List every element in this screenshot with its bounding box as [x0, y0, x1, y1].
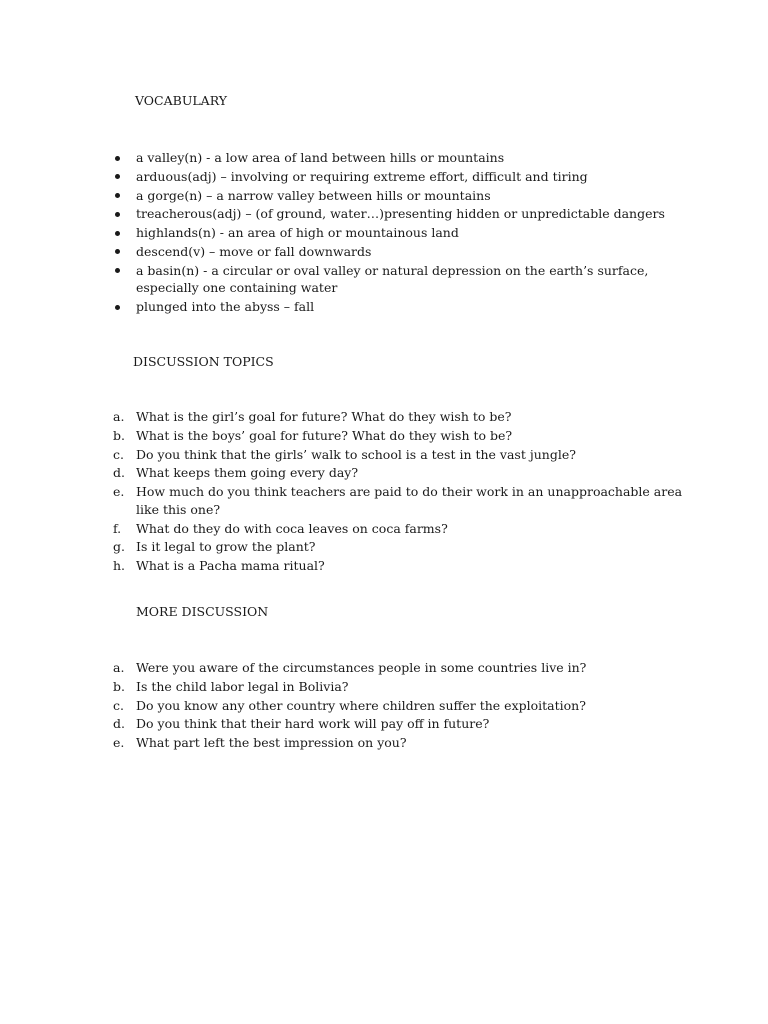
list-item-text: What keeps them going every day?	[136, 465, 359, 481]
bullet-icon	[115, 305, 120, 310]
list-item-text: How much do you think teachers are paid to do their work in an unapproachable area like this one?	[136, 484, 683, 517]
list-marker: g.	[113, 539, 125, 555]
vocabulary-item-text: descend(v) – move or fall downwards	[136, 243, 372, 259]
list-item-text: What is the boys’ goal for future? What do they wish to be?	[136, 427, 513, 443]
bullet-icon	[115, 231, 120, 236]
vocabulary-item-text: plunged into the abyss – fall	[136, 299, 315, 315]
list-item	[113, 483, 683, 518]
list-item	[113, 427, 683, 445]
list-marker: c.	[113, 697, 124, 713]
bullet-icon	[115, 156, 120, 161]
list-item	[113, 715, 683, 733]
discussion-topics-heading: DISCUSSION TOPICS	[133, 354, 274, 369]
list-item-text: Do you think that their hard work will pay off in future?	[136, 716, 490, 732]
vocabulary-item-text: a gorge(n) – a narrow valley between hills or mountains	[136, 187, 491, 203]
vocabulary-item	[113, 205, 683, 223]
list-item	[113, 659, 683, 677]
list-marker: h.	[113, 558, 126, 574]
list-marker: e.	[113, 735, 125, 751]
list-item-text: Were you aware of the circumstances people in some countries live in?	[136, 660, 587, 675]
more-discussion-list	[113, 659, 683, 753]
list-marker: a.	[113, 409, 125, 424]
list-item	[113, 464, 683, 482]
list-marker: d.	[113, 716, 125, 732]
list-item	[113, 697, 683, 715]
list-item	[113, 446, 683, 464]
vocabulary-item	[113, 224, 683, 242]
vocabulary-item-text: highlands(n) - an area of high or mountainous land	[136, 225, 459, 241]
list-item	[113, 734, 683, 752]
bullet-icon	[115, 174, 120, 179]
list-item	[113, 408, 683, 426]
list-marker: f.	[113, 520, 122, 536]
list-item	[113, 557, 683, 575]
vocabulary-item-text: a valley(n) - a low area of land between hills or mountains	[136, 150, 505, 165]
bullet-icon	[115, 193, 120, 198]
vocabulary-item	[113, 262, 683, 297]
list-marker: b.	[113, 678, 125, 694]
vocabulary-item	[113, 149, 683, 167]
vocabulary-item	[113, 168, 683, 186]
vocabulary-item-text: arduous(adj) – involving or requiring extreme effort, difficult and tiring	[136, 168, 588, 184]
list-item-text: What do they do with coca leaves on coca farms?	[136, 520, 448, 536]
list-item	[113, 520, 683, 538]
list-item-text: Do you know any other country where children suffer the exploitation?	[136, 697, 586, 713]
discussion-topics-list	[113, 408, 683, 576]
vocabulary-item-text: treacherous(adj) – (of ground, water…)presenting hidden or unpredictable dangers	[136, 206, 665, 222]
list-item	[113, 538, 683, 556]
list-marker: e.	[113, 484, 125, 500]
list-item-text: What is a Pacha mama ritual?	[136, 558, 325, 574]
list-item-text: What is the girl’s goal for future? What do they wish to be?	[136, 409, 512, 424]
vocabulary-item	[113, 298, 683, 316]
more-discussion-heading: MORE DISCUSSION	[136, 604, 269, 619]
bullet-icon	[115, 249, 120, 254]
list-item-text: Is it legal to grow the plant?	[136, 539, 316, 555]
vocabulary-item	[113, 187, 683, 205]
list-item-text: What part left the best impression on you?	[136, 735, 407, 751]
list-marker: d.	[113, 465, 125, 481]
vocabulary-item-text: a basin(n) - a circular or oval valley or natural depression on the earth’s surface, especially one containing water	[136, 262, 649, 296]
list-marker: b.	[113, 427, 125, 443]
bullet-icon	[115, 268, 120, 273]
list-item-text: Is the child labor legal in Bolivia?	[136, 678, 349, 694]
list-marker: c.	[113, 446, 124, 462]
vocabulary-heading: VOCABULARY	[135, 93, 227, 108]
vocabulary-list	[113, 149, 683, 317]
list-item-text: Do you think that the girls’ walk to school is a test in the vast jungle?	[136, 446, 576, 462]
bullet-icon	[115, 212, 120, 217]
vocabulary-item	[113, 243, 683, 261]
list-item	[113, 678, 683, 696]
list-marker: a.	[113, 660, 125, 675]
